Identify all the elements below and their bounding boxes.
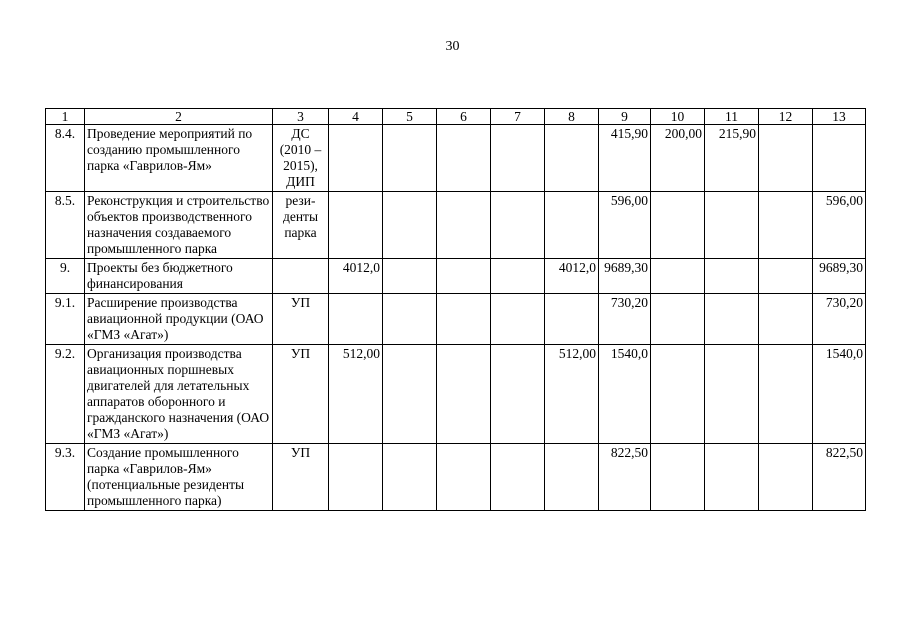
value-cell: 822,50: [599, 444, 651, 511]
value-cell: [759, 294, 813, 345]
measure-name: Реконструкция и строительство объектов производственного назначения создаваемого промышленного парка: [85, 192, 273, 259]
funding-source: УП: [273, 345, 329, 444]
value-cell: [759, 125, 813, 192]
funding-source: [273, 259, 329, 294]
value-cell: [759, 259, 813, 294]
column-header: 6: [437, 109, 491, 125]
value-cell: [705, 345, 759, 444]
value-cell: [651, 345, 705, 444]
value-cell: [651, 259, 705, 294]
table-row: [46, 444, 866, 511]
value-cell: [329, 125, 383, 192]
value-cell: [437, 192, 491, 259]
value-cell: [383, 294, 437, 345]
funding-source: УП: [273, 294, 329, 345]
page-number: 30: [445, 39, 460, 54]
value-cell: [759, 192, 813, 259]
value-cell: [651, 444, 705, 511]
value-cell: 9689,30: [599, 259, 651, 294]
measure-name: Расширение производства авиационной продукции (ОАО «ГМЗ «Агат»): [85, 294, 273, 345]
value-cell: 512,00: [329, 345, 383, 444]
column-header: 3: [273, 109, 329, 125]
column-header: 1: [46, 109, 85, 125]
value-cell: 822,50: [813, 444, 866, 511]
value-cell: 596,00: [813, 192, 866, 259]
funding-source: УП: [273, 444, 329, 511]
value-cell: [383, 345, 437, 444]
value-cell: [759, 444, 813, 511]
column-header: 10: [651, 109, 705, 125]
table-row: [46, 125, 866, 192]
value-cell: [491, 259, 545, 294]
value-cell: [545, 192, 599, 259]
value-cell: 415,90: [599, 125, 651, 192]
column-header: 12: [759, 109, 813, 125]
value-cell: [437, 444, 491, 511]
value-cell: [329, 294, 383, 345]
value-cell: [813, 125, 866, 192]
value-cell: [329, 192, 383, 259]
value-cell: [491, 192, 545, 259]
value-cell: [705, 444, 759, 511]
value-cell: [383, 259, 437, 294]
value-cell: [383, 192, 437, 259]
value-cell: 512,00: [545, 345, 599, 444]
value-cell: [651, 294, 705, 345]
value-cell: 215,90: [705, 125, 759, 192]
column-header: 2: [85, 109, 273, 125]
value-cell: [329, 444, 383, 511]
row-number: 9.1.: [46, 294, 85, 345]
row-number: 9.2.: [46, 345, 85, 444]
value-cell: [383, 444, 437, 511]
column-header: 5: [383, 109, 437, 125]
value-cell: [759, 345, 813, 444]
value-cell: [437, 294, 491, 345]
value-cell: [491, 125, 545, 192]
value-cell: 9689,30: [813, 259, 866, 294]
value-cell: [437, 345, 491, 444]
funding-source: ДС (2010 – 2015), ДИП: [273, 125, 329, 192]
value-cell: 4012,0: [545, 259, 599, 294]
column-header: 7: [491, 109, 545, 125]
value-cell: [437, 125, 491, 192]
value-cell: [383, 125, 437, 192]
value-cell: [545, 125, 599, 192]
value-cell: [491, 294, 545, 345]
measure-name: Организация производства авиационных поршневых двигателей для летательных аппаратов оборонного и гражданского назначения (ОАО «ГМЗ «Агат»): [85, 345, 273, 444]
measure-name: Создание промышленного парка «Гаврилов-Ям» (потенциальные резиденты промышленного парка): [85, 444, 273, 511]
value-cell: [705, 294, 759, 345]
row-number: 8.5.: [46, 192, 85, 259]
value-cell: [491, 444, 545, 511]
table-row: [46, 294, 866, 345]
column-number-row: [46, 109, 866, 125]
value-cell: [705, 259, 759, 294]
value-cell: 1540,0: [599, 345, 651, 444]
value-cell: 596,00: [599, 192, 651, 259]
value-cell: [705, 192, 759, 259]
funding-source: рези-денты парка: [273, 192, 329, 259]
column-header: 4: [329, 109, 383, 125]
table-row: [46, 259, 866, 294]
table-row: [46, 345, 866, 444]
value-cell: 4012,0: [329, 259, 383, 294]
value-cell: [437, 259, 491, 294]
value-cell: [491, 345, 545, 444]
column-header: 11: [705, 109, 759, 125]
value-cell: [545, 294, 599, 345]
measure-name: Проведение мероприятий по созданию промышленного парка «Гаврилов-Ям»: [85, 125, 273, 192]
row-number: 9.: [46, 259, 85, 294]
column-header: 13: [813, 109, 866, 125]
value-cell: 200,00: [651, 125, 705, 192]
value-cell: [651, 192, 705, 259]
value-cell: 1540,0: [813, 345, 866, 444]
value-cell: 730,20: [599, 294, 651, 345]
measure-name: Проекты без бюджетного финансирования: [85, 259, 273, 294]
value-cell: 730,20: [813, 294, 866, 345]
column-header: 8: [545, 109, 599, 125]
row-number: 9.3.: [46, 444, 85, 511]
table-row: [46, 192, 866, 259]
row-number: 8.4.: [46, 125, 85, 192]
value-cell: [545, 444, 599, 511]
column-header: 9: [599, 109, 651, 125]
program-table: [45, 108, 866, 511]
